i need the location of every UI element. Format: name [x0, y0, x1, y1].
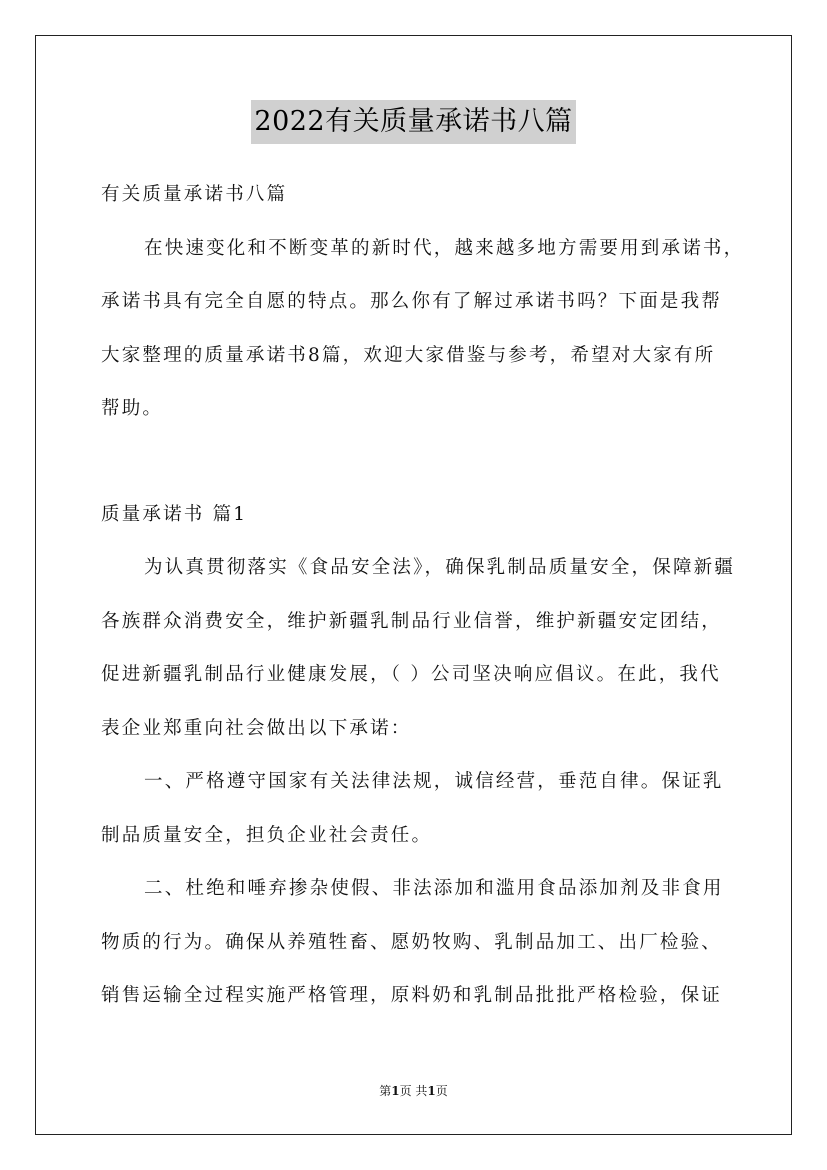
paragraph-line: 促进新疆乳制品行业健康发展，（ ）公司坚决响应倡议。在此，我代 [101, 664, 721, 685]
footer-suffix: 页 [435, 1084, 448, 1098]
document-title: 2022有关质量承诺书八篇 [251, 100, 575, 144]
subtitle: 有关质量承诺书八篇 [101, 184, 288, 205]
paragraph-line: 表企业郑重向社会做出以下承诺： [101, 717, 412, 739]
footer-page-number: 1 [391, 1084, 400, 1098]
intro-line: 在快速变化和不断变革的新时代，越来越多地方需要用到承诺书， [144, 237, 745, 259]
page-footer [0, 1082, 827, 1099]
paragraph-line: 销售运输全过程实施严格管理，原料奶和乳制品批批严格检验，保证 [101, 985, 723, 1006]
intro-line: 帮助。 [101, 398, 164, 419]
paragraph-line: 物质的行为。确保从养殖牲畜、愿奶牧购、乳制品加工、出厂检验、 [101, 931, 723, 953]
footer-prefix: 第 [379, 1084, 392, 1098]
footer-page-total: 1 [427, 1084, 436, 1098]
paragraph-line: 一、严格遵守国家有关法律法规，诚信经营，垂范自律。保证乳 [144, 771, 724, 792]
paragraph-line: 制品质量安全，担负企业社会责任。 [101, 824, 433, 846]
document-body [101, 168, 745, 1023]
section-heading: 质量承诺书 篇1 [101, 503, 248, 525]
footer-mid: 页 共 [399, 1084, 428, 1098]
intro-line: 承诺书具有完全自愿的特点。那么你有了解过承诺书吗？下面是我帮 [101, 291, 723, 312]
paragraph-line: 各族群众消费安全，维护新疆乳制品行业信誉，维护新疆安定团结， [101, 610, 723, 632]
intro-line: 大家整理的质量承诺书8篇，欢迎大家借鉴与参考，希望对大家有所 [101, 344, 716, 366]
title-container [0, 100, 827, 144]
section-gap [101, 436, 741, 488]
paragraph-line: 为认真贯彻落实《食品安全法》，确保乳制品质量安全，保障新疆 [144, 557, 736, 578]
paragraph-line: 二、杜绝和唾弃掺杂使假、非法添加和滥用食品添加剂及非食用 [144, 878, 724, 899]
